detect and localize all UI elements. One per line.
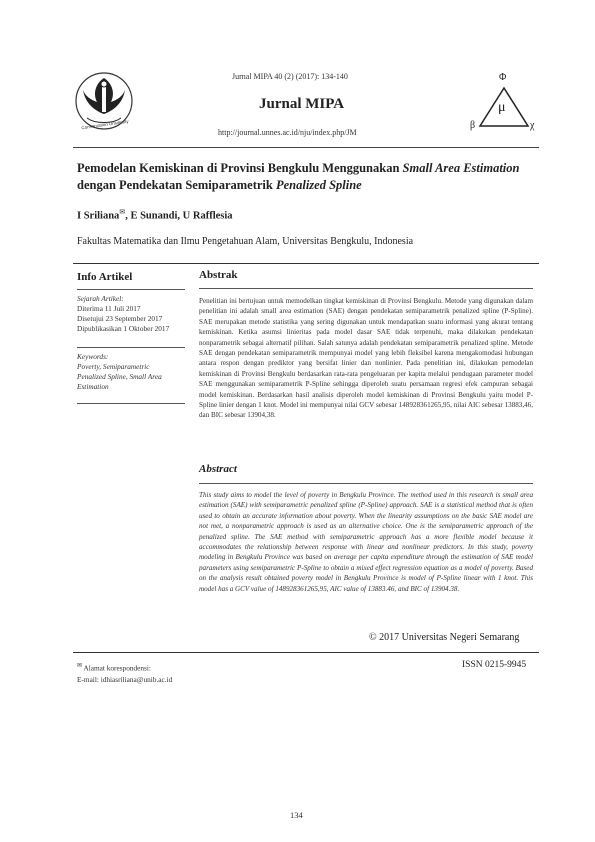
history-label: Sejarah Artikel: [77,294,124,303]
info-divider-1 [77,289,185,290]
article-history [77,294,169,334]
received-date: Diterima 11 Juli 2017 [77,304,141,313]
approved-date: Disetujui 23 September 2017 [77,314,163,323]
title-text-1: Pemodelan Kemiskinan di Provinsi Bengkulu Menggunakan [77,161,403,175]
journal-info: Jurnal MIPA 40 (2) (2017): 134-140 [232,72,348,81]
journal-url[interactable]: http://journal.unnes.ac.id/nju/index.php/JM [218,128,357,137]
keywords [77,352,162,392]
abstract-body: This study aims to model the level of poverty in Bengkulu Province. The method used in this research is small area estimation (SAE) with semiparametric penalized spline (P-Spline) approach. SAE is a statistical method that is often used to obtain an accurate information about poverty. When the linearity assumptions on the basic SAE model are not met, a nonparametric approach is used as an alternative choice. One is the semiparametric approach of the penalized spline. The SAE method with semiparametric approach has a more flexible model because it accommodates the relationship between response with linear and nonlinear predictors. In this study, poverty modeling in Bengkulu Province was based on average per capita expenditure through the estimation of SAE model parameters using semiparametric P-Spline to obtain a mixed effect regression equation as a model of poverty. Based on the analysis result obtained poverty model in Bengkulu Province is model of P-Spline linear with 1 knot. This model has a GCV value of 148928361265,95, AIC value of 13883.46, and BIC of 13904.38. [199,491,533,593]
keywords-line: Estimation [77,382,109,391]
abstrak-body: Penelitian ini bertujuan untuk memodelkan tingkat kemiskinan di Provinsi Bengkulu. Metode yang digunakan dalam penelitian ini adalah small area estimation (SAE) dengan pendekatan semiparametrik penalized spline (P-Spline). SAE merupakan metode statistika yang sering digunakan untuk mendapatkan suatu informasi yang akurat tentang kemiskinan. Ketika asumsi linieritas pada model dasar SAE tidak terpenuhi, maka dilakukan pendekatan nonparametrik sebagai alternatif pilihan. Salah satunya adalah pendekatan semiparametrik penalized spline. Metode SAE dengan pendekatan semiparametrik mempunyai model yang lebih fleksibel karena mengakomodasi hubungan antara respon dengan prediktor yang bersifat linier dan nonlinier. Pada penelitian ini, dilakukan pemodelan kemiskinan di Provinsi Bengkulu berdasarkan rata-rata pengeluaran per kapita melalui pendugaan parameter model SAE menggunakan semiparametrik P-Spline sehingga diperoleh suatu persamaan regresi efek campuran sebagai model kemiskinan. Berdasarkan hasil analisis diperoleh model kemiskinan di Provinsi Bengkulu yaitu model P-Spline linier dengan 1 knot. Model ini mempunyai nilai GCV sebesar 148928361265,95, nilai AIC sebesar 13883,46, dan BIC sebesar 13904,38. [199,297,533,420]
abstract-heading: Abstract [199,463,237,475]
correspondence-label: Alamat korespondensi: [83,663,151,673]
logo-caption: Conservation University [81,118,129,131]
beta-symbol: β [470,120,476,131]
keywords-line: Poverty, Semiparametric [77,362,150,371]
section-rule [73,263,539,264]
published-date: Dipublikasikan 1 Oktober 2017 [77,324,170,333]
abstrak-divider [199,288,533,289]
chi-symbol: χ [530,120,535,131]
page-number: 134 [290,810,303,820]
abstrak-heading: Abstrak [199,269,238,281]
title-italic-1: Small Area Estimation [402,161,520,175]
envelope-icon: ✉ [77,663,83,669]
info-divider-2 [77,347,185,348]
phi-symbol: Φ [499,72,507,83]
title-italic-2: Penalized Spline [275,178,362,192]
keywords-label: Keywords: [77,352,109,361]
journal-title: Jurnal MIPA [259,96,345,112]
copyright: © 2017 Universitas Negeri Semarang [369,632,520,643]
authors [77,208,233,222]
university-logo [73,70,135,136]
info-divider-3 [77,403,185,404]
info-heading: Info Artikel [77,271,133,283]
envelope-icon: ✉ [119,208,126,216]
correspondence-note [77,660,172,686]
affiliation: Fakultas Matematika dan Ilmu Pengetahuan Alam, Universitas Bengkulu, Indonesia [77,236,414,247]
abstract-divider [199,483,533,484]
correspondence-email[interactable]: E-mail: idhiasriliana@unib.ac.id [77,675,173,685]
header-rule [73,147,539,148]
issn: ISSN 0215-9945 [462,660,527,670]
title-text-2: dengan Pendekatan Semiparametrik [77,178,276,192]
author-first: I Sriliana [77,210,120,222]
mu-symbol: μ [498,100,506,115]
journal-symbol [470,74,538,138]
keywords-line: Penalized Spline, Small Area [77,372,162,381]
footer-rule [73,652,539,653]
author-rest: , E Sunandi, U Rafflesia [125,210,233,222]
article-title [77,160,547,194]
